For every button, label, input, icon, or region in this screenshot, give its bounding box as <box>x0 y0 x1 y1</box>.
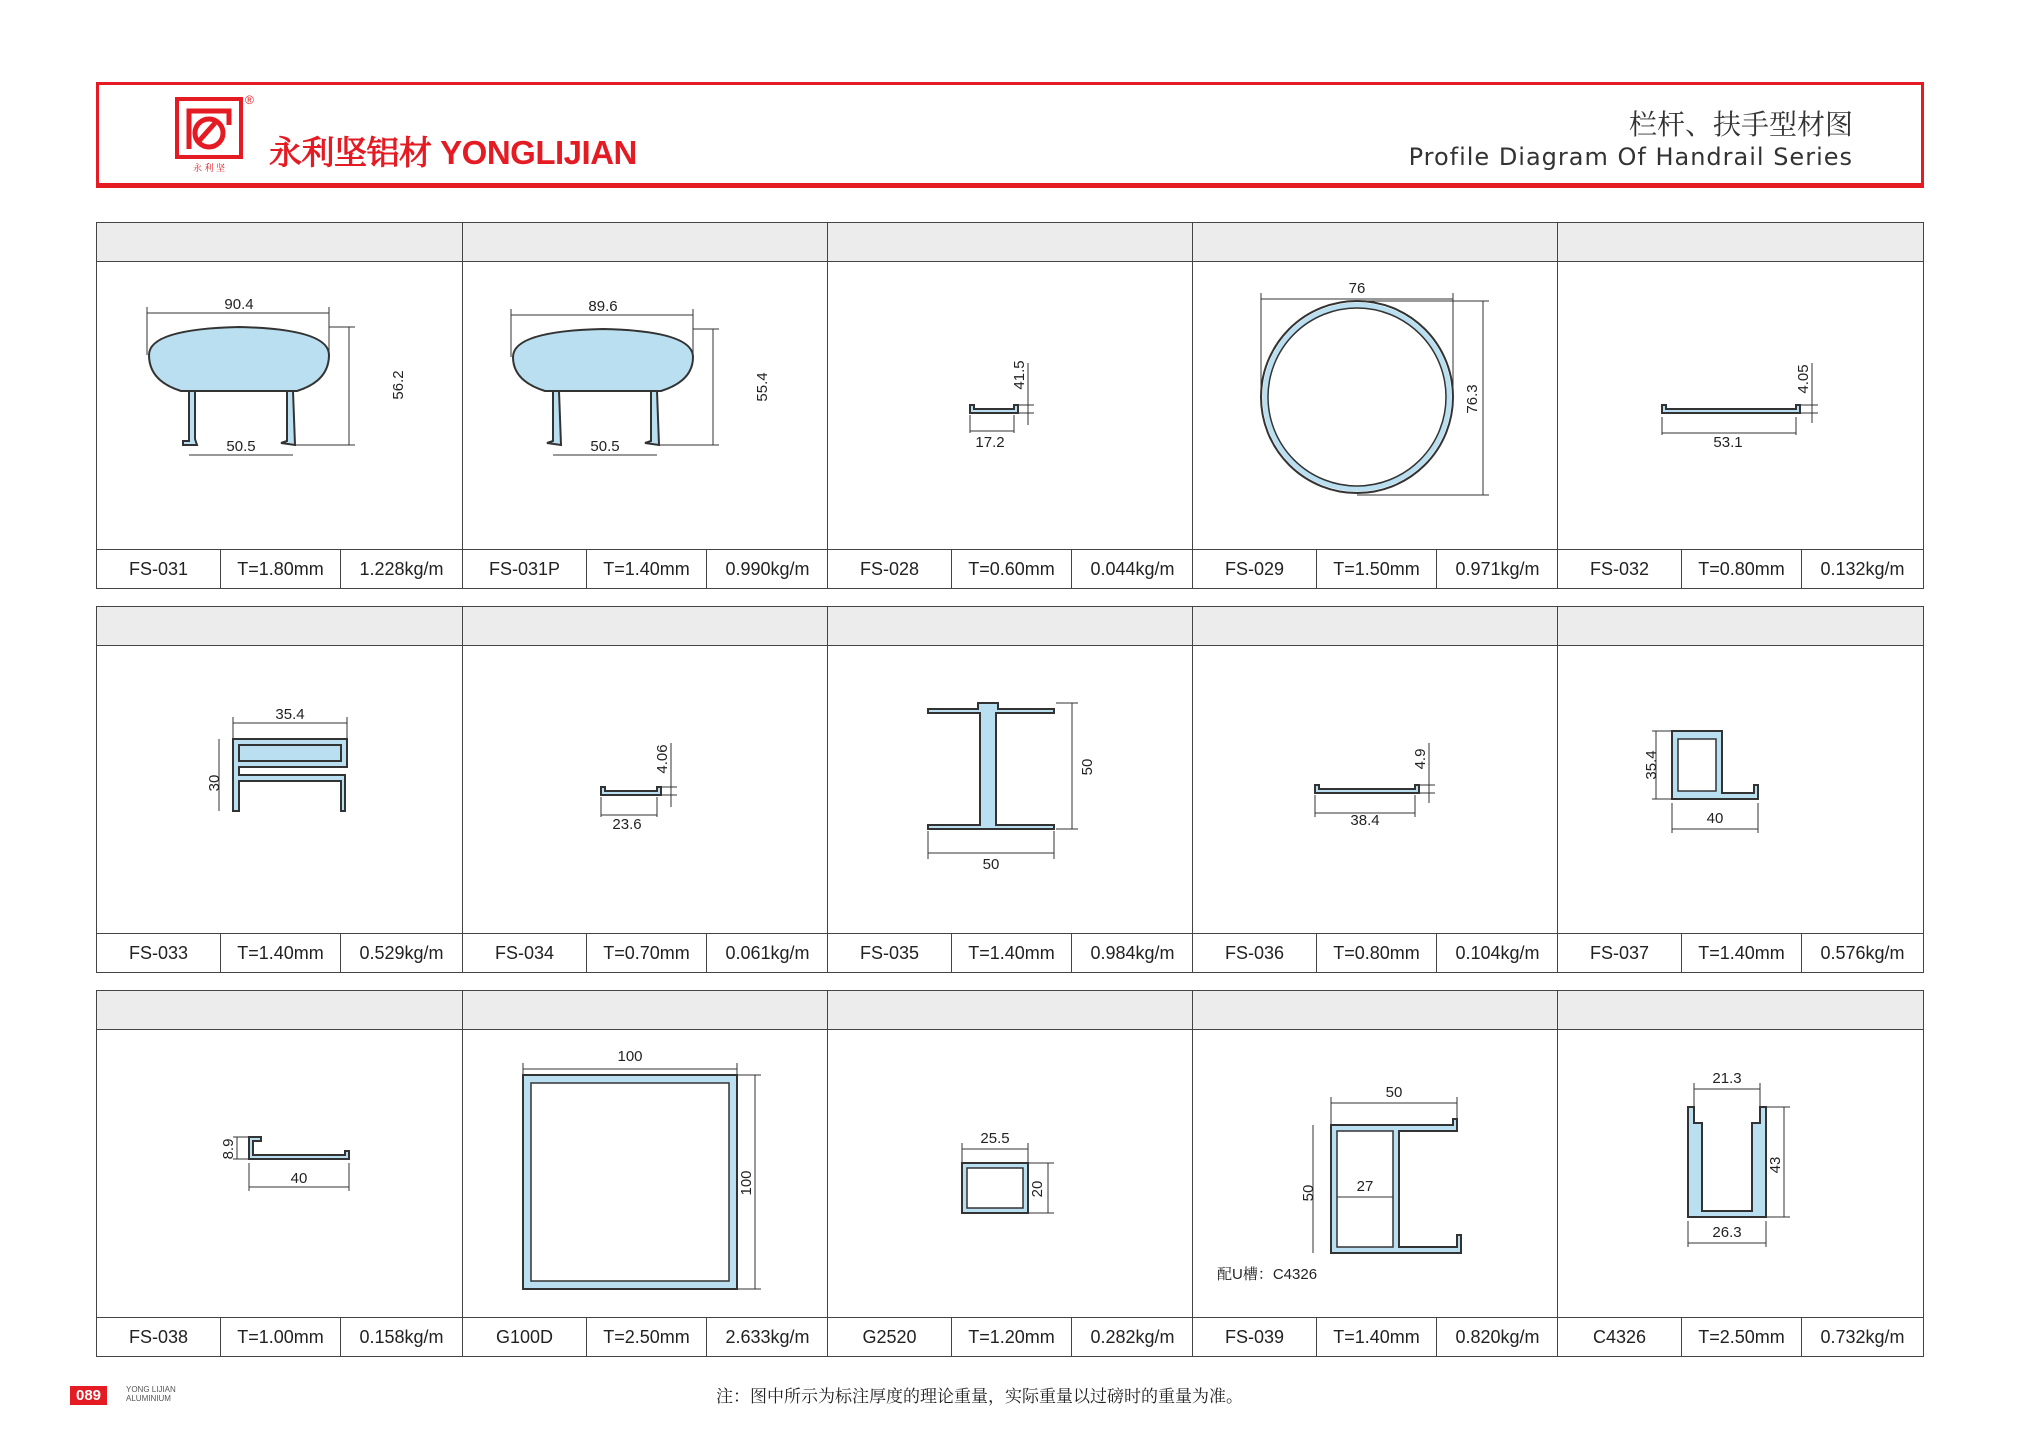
wall-thickness: T=1.80mm <box>221 550 341 588</box>
dim-label: 4.06 <box>654 744 671 774</box>
profile-card <box>97 607 462 972</box>
card-header-band <box>1558 223 1923 262</box>
profile-drawing <box>1193 263 1558 548</box>
dim-label: 35.4 <box>1643 750 1660 780</box>
unit-weight: 0.732kg/m <box>1820 1326 1905 1347</box>
card-header-band <box>463 607 828 646</box>
wall-thickness: T=2.50mm <box>587 1318 707 1356</box>
card-header-band <box>828 991 1193 1030</box>
dim-label: 38.4 <box>1350 812 1380 829</box>
profile-code: FS-037 <box>1558 934 1682 972</box>
profile-row-2 <box>96 606 1924 973</box>
wall-thickness: T=1.50mm <box>1317 550 1437 588</box>
profile-drawing <box>1558 1031 1923 1316</box>
profile-card <box>97 991 462 1356</box>
wall-thickness: T=0.70mm <box>587 934 707 972</box>
profile-drawing <box>463 1031 828 1316</box>
dim-label: 26.3 <box>1712 1224 1742 1241</box>
dim-label: 100 <box>617 1048 643 1065</box>
profile-code: FS-028 <box>828 550 952 588</box>
spec-row <box>97 1317 462 1356</box>
wall-thickness: T=0.80mm <box>1682 550 1802 588</box>
profile-card <box>827 607 1193 972</box>
dim-label: 50 <box>982 856 1000 873</box>
dim-label: 8.9 <box>220 1138 237 1160</box>
profile-card <box>1192 607 1558 972</box>
card-header-band <box>1558 991 1923 1030</box>
unit-weight: 0.984kg/m <box>1090 942 1175 963</box>
dim-label: 25.5 <box>980 1130 1010 1147</box>
wall-thickness: T=1.40mm <box>221 934 341 972</box>
dim-label: 4.05 <box>1795 364 1812 394</box>
card-header-band <box>463 223 828 262</box>
spec-row <box>1193 1317 1558 1356</box>
dim-label: 50 <box>1079 758 1096 776</box>
unit-weight: 2.633kg/m <box>725 1326 810 1347</box>
card-header-band <box>1193 607 1558 646</box>
spec-row <box>1558 1317 1923 1356</box>
dim-label: 23.6 <box>612 816 642 833</box>
page-header <box>96 82 1924 188</box>
profile-drawing <box>463 263 828 548</box>
profile-code: G100D <box>463 1318 587 1356</box>
unit-weight: 0.990kg/m <box>725 558 810 579</box>
profile-code: G2520 <box>828 1318 952 1356</box>
profile-code: FS-038 <box>97 1318 221 1356</box>
dim-label: 40 <box>290 1170 308 1187</box>
registered-mark: ® <box>245 93 254 107</box>
wall-thickness: T=0.60mm <box>952 550 1072 588</box>
dim-label: 53.1 <box>1713 434 1743 451</box>
card-header-band <box>1558 607 1923 646</box>
profile-code: FS-031 <box>97 550 221 588</box>
profile-card <box>462 991 828 1356</box>
spec-row <box>1558 933 1923 972</box>
card-header-band <box>1193 223 1558 262</box>
dim-label: 35.4 <box>275 706 305 723</box>
profile-code: FS-039 <box>1193 1318 1317 1356</box>
brand-name: 永利坚铝材 YONGLIJIAN <box>269 134 637 171</box>
spec-row <box>463 1317 828 1356</box>
profile-card <box>1192 223 1558 588</box>
spec-row <box>828 549 1193 588</box>
profile-code: FS-031P <box>463 550 587 588</box>
logo-caption: 永 利 坚 <box>192 163 226 173</box>
profile-code: C4326 <box>1558 1318 1682 1356</box>
profile-drawing <box>97 647 462 932</box>
profile-drawing <box>1193 647 1558 932</box>
card-header-band <box>1193 991 1558 1030</box>
card-header-band <box>97 223 462 262</box>
dim-label: 30 <box>206 774 223 792</box>
profile-code: FS-032 <box>1558 550 1682 588</box>
unit-weight: 0.104kg/m <box>1455 942 1540 963</box>
profile-drawing <box>828 647 1193 932</box>
unit-weight: 0.820kg/m <box>1455 1326 1540 1347</box>
dim-label: 100 <box>738 1170 755 1196</box>
dim-label: 55.4 <box>754 372 771 402</box>
wall-thickness: T=2.50mm <box>1682 1318 1802 1356</box>
page-brand-line2: ALUMINIUM <box>126 1394 171 1403</box>
dim-label: 43 <box>1767 1156 1784 1174</box>
spec-row <box>1193 933 1558 972</box>
card-header-band <box>97 607 462 646</box>
profile-drawing <box>97 1031 462 1316</box>
wall-thickness: T=1.40mm <box>1682 934 1802 972</box>
dim-label: 50.5 <box>226 438 256 455</box>
spec-row <box>1558 549 1923 588</box>
dim-label: 90.4 <box>224 296 254 313</box>
dim-label: 50 <box>1300 1184 1317 1202</box>
spec-row <box>463 933 828 972</box>
wall-thickness: T=1.20mm <box>952 1318 1072 1356</box>
wall-thickness: T=1.40mm <box>1317 1318 1437 1356</box>
unit-weight: 0.971kg/m <box>1455 558 1540 579</box>
profile-drawing <box>463 647 828 932</box>
unit-weight: 0.158kg/m <box>359 1326 444 1347</box>
profile-drawing <box>828 1031 1193 1316</box>
profile-card <box>1557 223 1923 588</box>
page-title-cn: 栏杆、扶手型材图 <box>1628 108 1853 141</box>
spec-row <box>97 549 462 588</box>
brand-logo-icon <box>175 97 243 173</box>
card-header-band <box>828 223 1193 262</box>
wall-thickness: T=0.80mm <box>1317 934 1437 972</box>
wall-thickness: T=1.40mm <box>952 934 1072 972</box>
profile-card <box>827 991 1193 1356</box>
dim-label: 27 <box>1356 1178 1374 1195</box>
profile-row-3 <box>96 990 1924 1357</box>
weight-note: 注：图中所示为标注厚度的理论重量，实际重量以过磅时的重量为准。 <box>716 1387 1243 1407</box>
profile-code: FS-035 <box>828 934 952 972</box>
accessory-note: 配U槽：C4326 <box>1217 1266 1318 1283</box>
profile-card <box>1557 607 1923 972</box>
unit-weight: 0.529kg/m <box>359 942 444 963</box>
dim-label: 41.5 <box>1011 360 1028 390</box>
dim-label: 56.2 <box>390 370 407 400</box>
dim-label: 50 <box>1385 1084 1403 1101</box>
page-brand-line1: YONG LIJIAN <box>126 1385 176 1394</box>
card-header-band <box>97 991 462 1030</box>
profile-card <box>97 223 462 588</box>
unit-weight: 0.576kg/m <box>1820 942 1905 963</box>
profile-card <box>1557 991 1923 1356</box>
card-header-band <box>828 607 1193 646</box>
dim-label: 20 <box>1029 1180 1046 1198</box>
profile-card <box>462 607 828 972</box>
spec-row <box>828 933 1193 972</box>
unit-weight: 0.061kg/m <box>725 942 810 963</box>
spec-row <box>97 933 462 972</box>
unit-weight: 0.044kg/m <box>1090 558 1175 579</box>
spec-row <box>1193 549 1558 588</box>
unit-weight: 0.132kg/m <box>1820 558 1905 579</box>
profile-drawing <box>1558 647 1923 932</box>
spec-row <box>828 1317 1193 1356</box>
dim-label: 89.6 <box>588 298 618 315</box>
spec-row <box>463 549 828 588</box>
dim-label: 76.3 <box>1464 384 1481 414</box>
dim-label: 4.9 <box>1412 748 1429 770</box>
dim-label: 17.2 <box>975 434 1005 451</box>
card-header-band <box>463 991 828 1030</box>
unit-weight: 1.228kg/m <box>359 558 444 579</box>
unit-weight: 0.282kg/m <box>1090 1326 1175 1347</box>
profile-card <box>1192 991 1558 1356</box>
wall-thickness: T=1.00mm <box>221 1318 341 1356</box>
profile-drawing <box>97 263 462 548</box>
wall-thickness: T=1.40mm <box>587 550 707 588</box>
dim-label: 76 <box>1348 280 1366 297</box>
page-title-en: Profile Diagram Of Handrail Series <box>1408 143 1853 171</box>
profile-card <box>827 223 1193 588</box>
profile-row-1 <box>96 222 1924 589</box>
profile-drawing <box>1558 263 1923 548</box>
dim-label: 40 <box>1706 810 1724 827</box>
profile-card <box>462 223 828 588</box>
page-brand <box>126 1385 176 1403</box>
page-number: 089 <box>70 1386 107 1405</box>
profile-code: FS-036 <box>1193 934 1317 972</box>
profile-code: FS-033 <box>97 934 221 972</box>
profile-code: FS-029 <box>1193 550 1317 588</box>
dim-label: 21.3 <box>1712 1070 1742 1087</box>
dim-label: 50.5 <box>590 438 620 455</box>
profile-code: FS-034 <box>463 934 587 972</box>
profile-drawing <box>828 263 1193 548</box>
